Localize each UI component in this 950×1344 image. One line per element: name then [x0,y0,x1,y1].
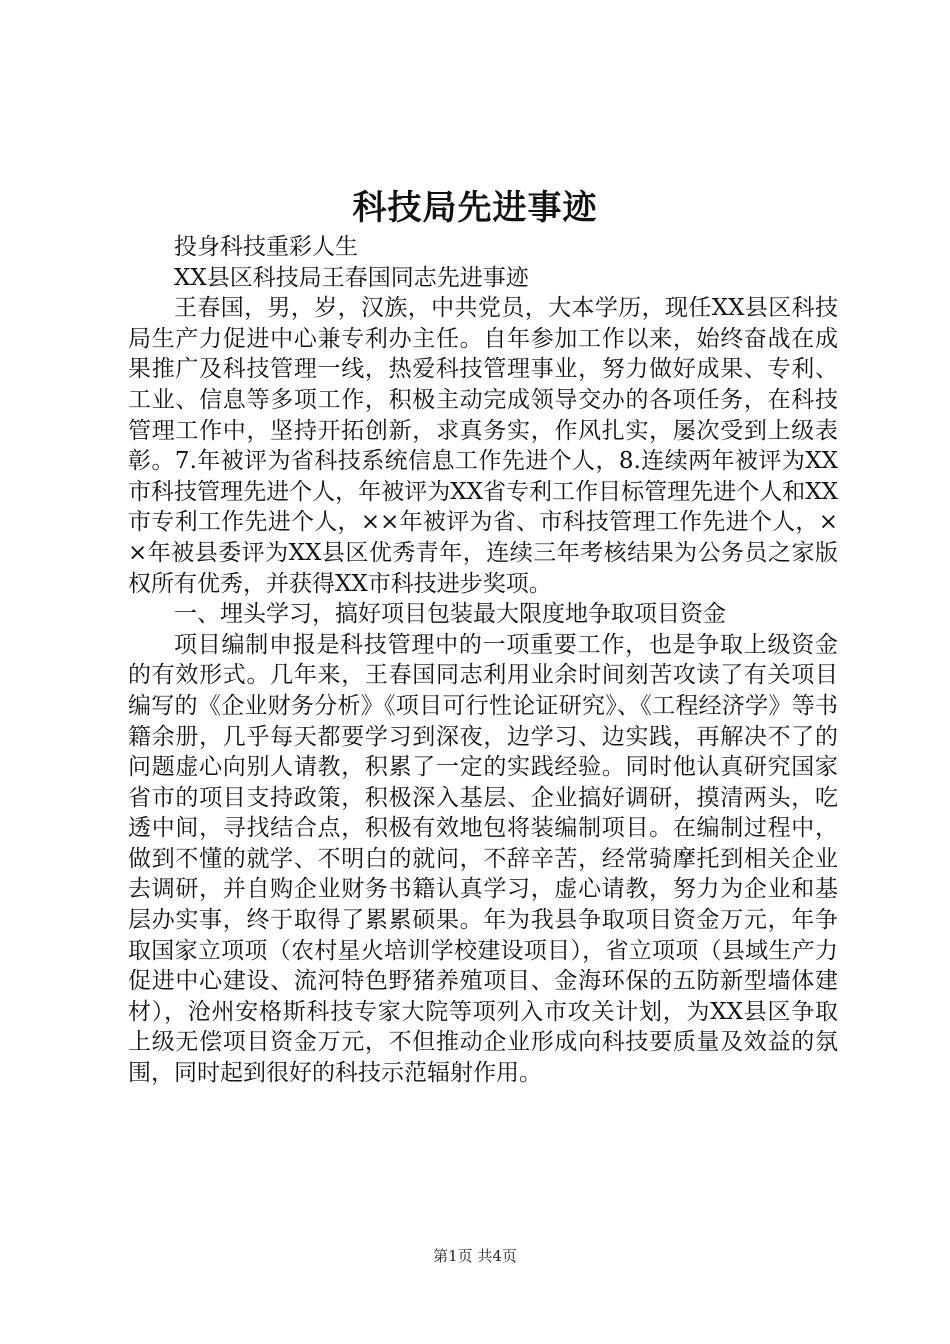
section-heading: 一、埋头学习，搞好项目包装最大限度地争取项目资金 [174,601,726,628]
heading-paragraph: XX县区科技局王春国同志先进事迹 [174,264,529,291]
body-paragraph: 项目编制申报是科技管理中的一项重要工作，也是争取上级资金的有效形式。几年来，王春国同志利用业余时间刻苦攻读了有关项目编写的《企业财务分析》《项目可行性论证研究》、《工程经济学》等书籍余册，几乎每天都要学习到深夜，边学习、边实践，再解决不了的问题虚心向别人请教，积累了一定的实践经验。同时他认真研究国家省市的项目支持政策，积极深入基层、企业搞好调研，摸清两头，吃透中间，寻找结合点，积极有效地包将装编制项目。在编制过程中，做到不懂的就学、不明白的就问，不辞辛苦，经常骑摩托到相关企业去调研，并自购企业财务书籍认真学习，虚心请教，努力为企业和基层办实事，终于取得了累累硕果。年为我县争取项目资金万元，年争取国家立项项（农村星火培训学校建设项目），省立项项（县域生产力促进中心建设、流河特色野猪养殖项目、金海环保的五防新型墙体建材），沧州安格斯科技专家大院等项列入市攻关计划，为XX县区争取上级无偿项目资金万元，不但推动企业形成向科技要质量及效益的氛围，同时起到很好的科技示范辐射作用。 [128,631,838,1087]
document-body [128,232,838,1089]
subtitle-paragraph: 投身科技重彩人生 [174,234,358,260]
body-paragraph: 王春国，男，岁，汉族，中共党员，大本学历，现任XX县区科技局生产力促进中心兼专利办主任。自年参加工作以来，始终奋战在成果推广及科技管理一线，热爱科技管理事业，努力做好成果、专利、工业、信息等多项工作，积极主动完成领导交办的各项任务，在科技管理工作中，坚持开拓创新，求真务实，作风扎实，屡次受到上级表彰。7.年被评为省科技系统信息工作先进个人，8.连续两年被评为XX市科技管理先进个人，年被评为XX省专利工作目标管理先进个人和XX市专利工作先进个人，××年被评为省、市科技管理工作先进个人，××年被县委评为XX县区优秀青年，连续三年考核结果为公务员之家版权所有优秀，并获得XX市科技进步奖项。 [128,295,838,597]
page-indicator: 第1页 共4页 [433,1247,517,1265]
document-title: 科技局先进事迹 [352,188,598,228]
